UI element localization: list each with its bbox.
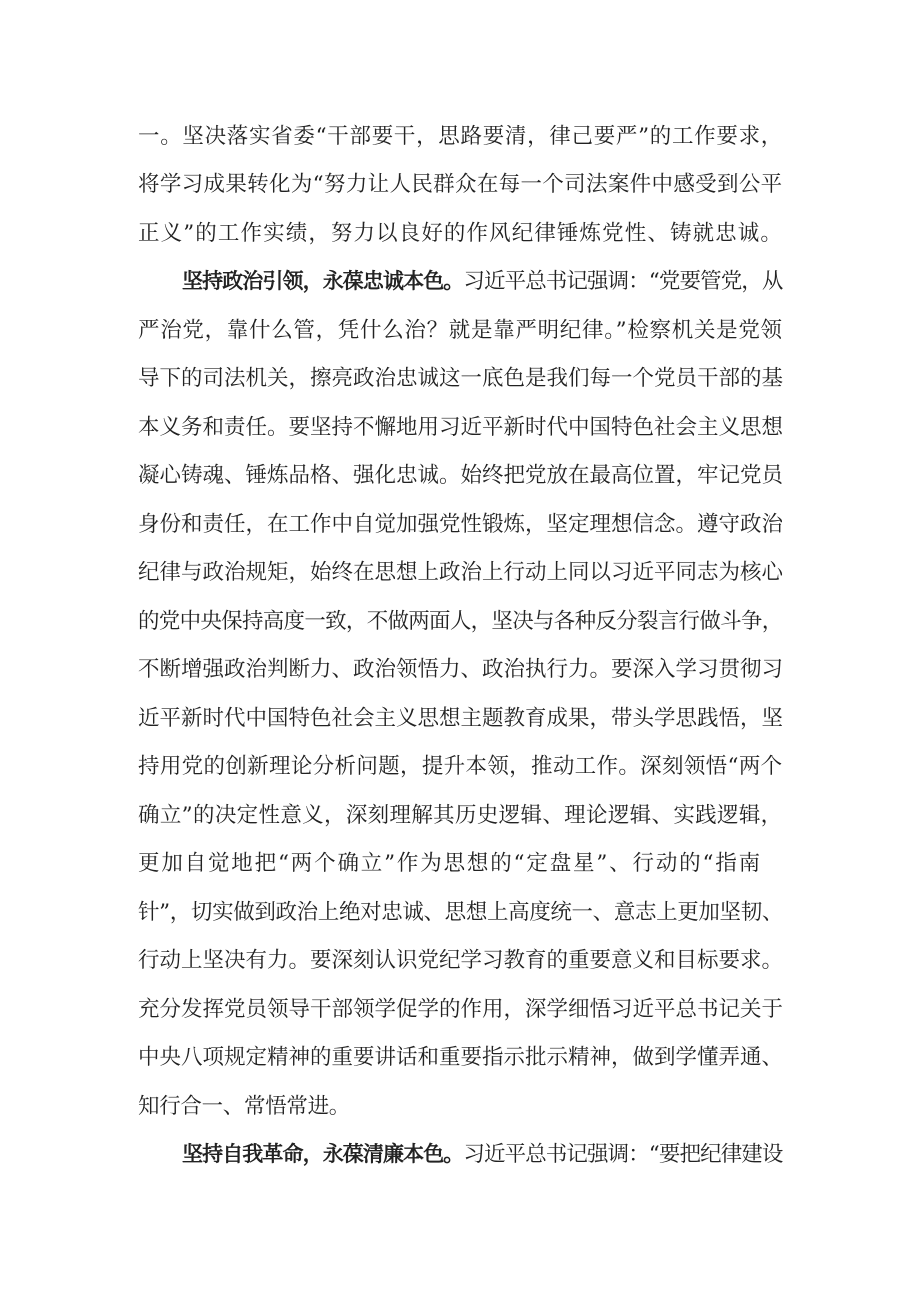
text-line (138, 116, 783, 156)
text-line (138, 698, 783, 738)
text-line (138, 989, 783, 1029)
line-text: 严治党，靠什么管，凭什么治？就是靠严明纪律。”检察机关是党领 (138, 318, 783, 343)
line-text: 知行合一、常悟常进。 (138, 1094, 350, 1119)
line-text: 本义务和责任。要坚持不懈地用习近平新时代中国特色社会主义思想 (138, 415, 783, 440)
bold-heading: 坚持政治引领，永葆忠诚本色。 (182, 269, 464, 293)
line-text: 行动上坚决有力。要深刻认识党纪学习教育的重要意义和目标要求。 (138, 948, 783, 973)
line-text: 正义”的工作实绩，努力以良好的作风纪律锤炼党性、铸就忠诚。 (138, 221, 783, 246)
line-text: 一。坚决落实省委“干部要干，思路要清，律己要严”的工作要求， (138, 124, 783, 149)
line-text: 确立”的决定性意义，深刻理解其历史逻辑、理论逻辑、实践逻辑， (138, 803, 783, 828)
text-line (138, 213, 783, 253)
line-text: 更加自觉地把“两个确立”作为思想的“定盘星”、行动的“指南 (138, 851, 762, 876)
bold-heading: 坚持自我革命，永葆清廉本色。 (182, 1142, 464, 1166)
text-line (138, 746, 783, 786)
line-text: 将学习成果转化为“努力让人民群众在每一个司法案件中感受到公平 (138, 172, 783, 197)
line-text: 近平新时代中国特色社会主义思想主题教育成果，带头学思践悟，坚 (138, 706, 783, 731)
text-line (138, 407, 783, 447)
text-line (138, 164, 783, 204)
text-line (138, 504, 783, 544)
line-text: 持用党的创新理论分析问题，提升本领，推动工作。深刻领悟“两个 (138, 754, 783, 779)
text-line (138, 1086, 350, 1126)
line-text: 凝心铸魂、锤炼品格、强化忠诚。始终把党放在最高位置，牢记党员 (138, 463, 783, 488)
text-line (138, 358, 783, 398)
text-line (138, 1037, 783, 1077)
text-line (138, 649, 783, 689)
line-text: 中央八项规定精神的重要讲话和重要指示批示精神，做到学懂弄通、 (138, 1045, 783, 1070)
line-text: 针”，切实做到政治上绝对忠诚、思想上高度统一、意志上更加坚韧、 (138, 900, 783, 925)
text-line (138, 455, 783, 495)
text-line (138, 843, 762, 883)
text-line (138, 940, 783, 980)
line-text: 不断增强政治判断力、政治领悟力、政治执行力。要深入学习贯彻习 (138, 657, 783, 682)
line-text: 习近平总书记强调：“要把纪律建设 (463, 1142, 783, 1167)
line-text: 导下的司法机关，擦亮政治忠诚这一底色是我们每一个党员干部的基 (138, 366, 783, 391)
line-text: 纪律与政治规矩，始终在思想上政治上行动上同以习近平同志为核心 (138, 560, 783, 585)
text-line (182, 1134, 783, 1174)
text-line (182, 261, 783, 301)
text-line (138, 552, 783, 592)
text-line (138, 310, 783, 350)
line-text: 习近平总书记强调：“党要管党，从 (463, 269, 783, 294)
text-line (138, 795, 783, 835)
line-text: 充分发挥党员领导干部领学促学的作用，深学细悟习近平总书记关于 (138, 997, 783, 1022)
line-text: 的党中央保持高度一致，不做两面人，坚决与各种反分裂言行做斗争， (138, 609, 783, 634)
text-line (138, 892, 783, 932)
text-line (138, 601, 783, 641)
line-text: 身份和责任，在工作中自觉加强党性锻炼，坚定理想信念。遵守政治 (138, 512, 783, 537)
